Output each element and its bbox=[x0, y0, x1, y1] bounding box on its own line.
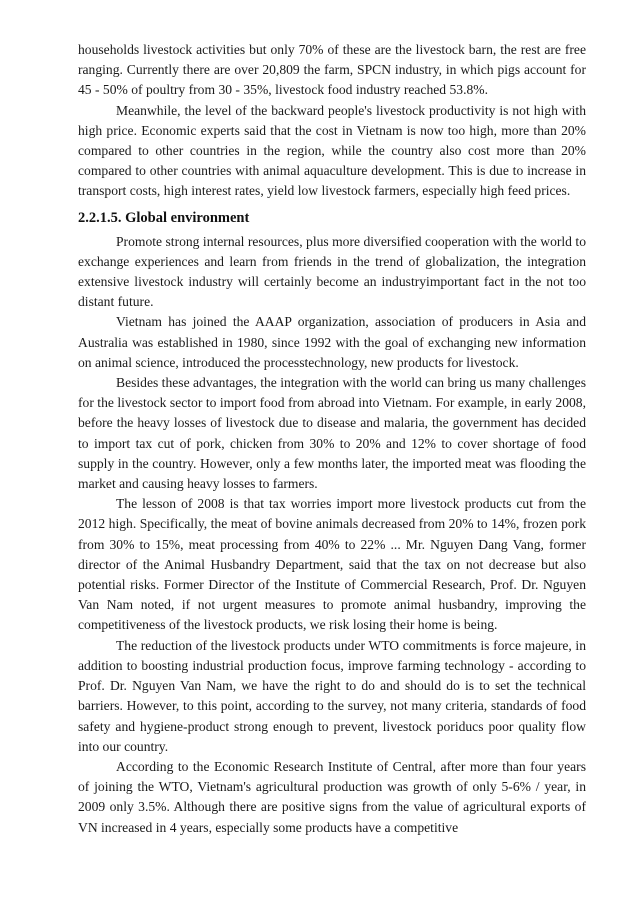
paragraph-challenges: Besides these advantages, the integration with the world can bring us many challenges for the livestock sector to import food from abroad into Vietnam. For example, in early 2008, before the heavy losses of livestock due to disease and malaria, the government has decided to import tax cut of pork, chicken from 30% to 20% and 12% to cover shortage of food supply in the country. However, only a few months later, the imported meat was flooding the market and causing heavy losses to farmers. bbox=[78, 375, 586, 492]
document-page bbox=[78, 40, 586, 838]
paragraph-economic-research: According to the Economic Research Institute of Central, after more than four years of joining the WTO, Vietnam's agricultural production was growth of only 5-6% / year, in 2009 only 3.5%. Although there are positive signs from the value of agricultural exports of VN increased in 4 years, especially some products have a competitive bbox=[78, 758, 586, 835]
paragraph-internal-resources: Promote strong internal resources, plus more diversified cooperation with the world to exchange experiences and learn from friends in the trend of globalization, the integration extensive livestock industry will certainly become an industryimportant fact in the not too distant future. bbox=[78, 233, 586, 310]
paragraph-livestock-barn: households livestock activities but only 70% of these are the livestock barn, the rest are free ranging. Currently there are over 20,809 the farm, SPCN industry, in which pigs account for 45 - 50% of poultry from 30 - 35%, livestock food industry reached 53.8%. bbox=[78, 42, 586, 98]
paragraph-lesson-2008: The lesson of 2008 is that tax worries import more livestock products cut from the 2012 high. Specifically, the meat of bovine animals decreased from 20% to 14%, frozen pork from 30% to 15%, meat processing from 40% to 22% ... Mr. Nguyen Dang Vang, former director of the Animal Husbandry Department, said that the tax on not decrease but also potential risks. Former Director of the Institute of Commercial Research, Prof. Dr. Nguyen Van Nam noted, if not urgent measures to promote animal husbandry, improving the competitiveness of the livestock products, we risk losing their home is being. bbox=[78, 496, 586, 633]
paragraph-aaap: Vietnam has joined the AAAP organization, association of producers in Asia and Australia was established in 1980, since 1992 with the goal of exchanging new information on animal science, introduced the processtechnology, new products for livestock. bbox=[78, 314, 586, 370]
section-heading: 2.2.1.5. Global environment bbox=[78, 209, 250, 226]
paragraph-productivity: Meanwhile, the level of the backward people's livestock productivity is not high with high price. Economic experts said that the cost in Vietnam is now too high, more than 20% compared to other countries in the region, while the country also cost more than 20% compared to other countries with animal aquaculture development. This is due to increase in transport costs, high interest rates, yield low livestock farmers, especially high feed prices. bbox=[78, 102, 586, 199]
paragraph-wto-reduction: The reduction of the livestock products under WTO commitments is force majeure, in addition to boosting industrial production focus, improve farming technology - according to Prof. Dr. Nguyen Van Nam, we have the right to do and should do is to set the technical barriers. However, to this point, according to the survey, not many criteria, standards of food safety and hygiene-product strong enough to prevent, livestock poriducs poor quality flow into our country. bbox=[78, 637, 586, 754]
